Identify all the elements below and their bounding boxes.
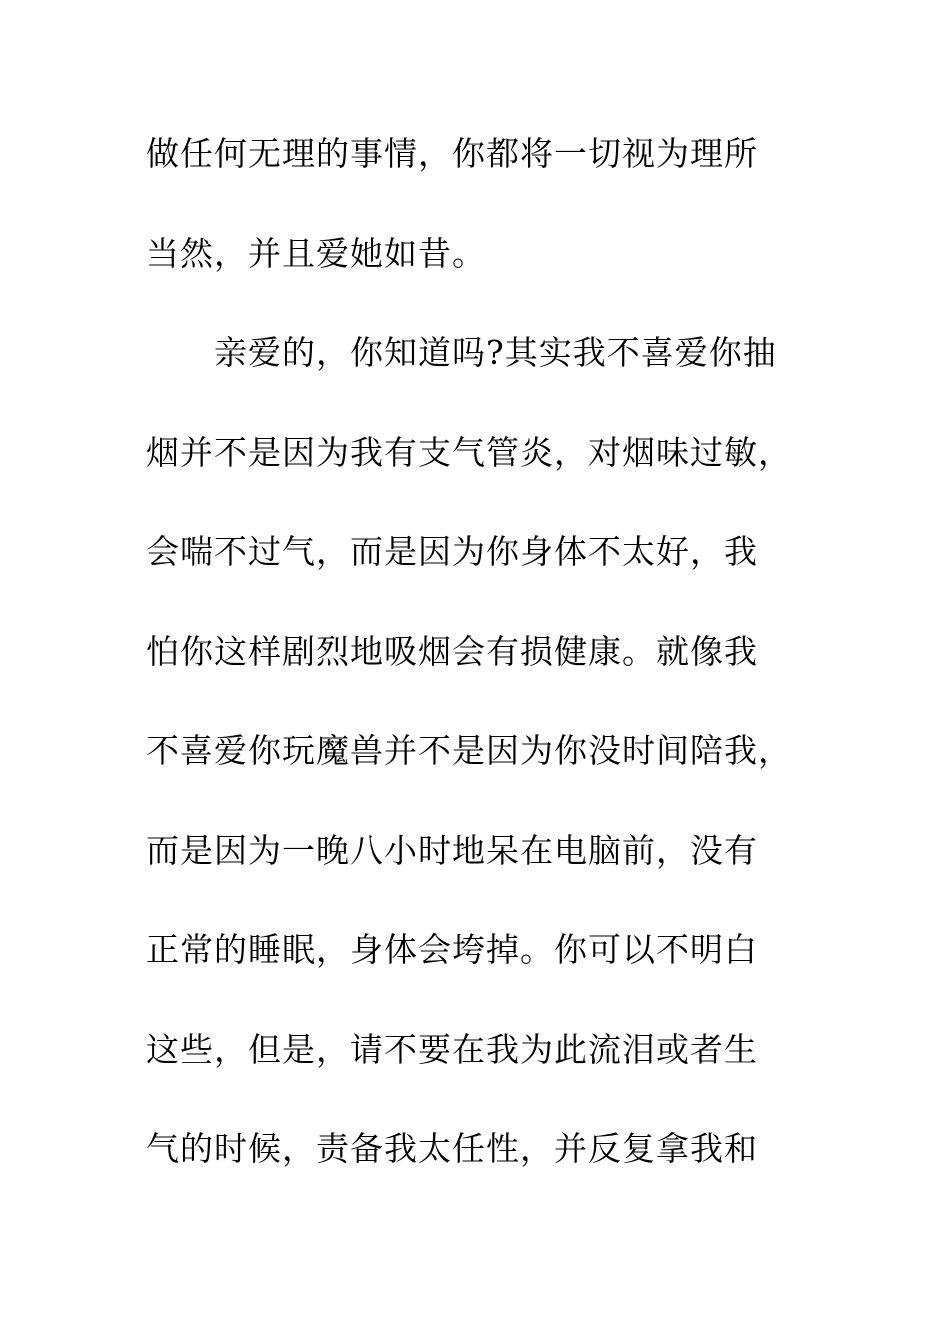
text-line: 怕你这样剧烈地吸烟会有损健康。就像我 bbox=[146, 631, 758, 671]
text-line: 做任何无理的事情，你都将一切视为理所 bbox=[146, 134, 758, 173]
text-line: 烟并不是因为我有支气管炎，对烟味过敏， bbox=[146, 432, 792, 472]
text-line: 正常的睡眠，身体会垮掉。你可以不明白 bbox=[146, 930, 758, 969]
text-line: 气的时候，责备我太任性，并反复拿我和 bbox=[146, 1129, 758, 1168]
text-line: 不喜爱你玩魔兽并不是因为你没时间陪我， bbox=[146, 731, 792, 770]
text-line: 而是因为一晚八小时地呆在电脑前，没有 bbox=[146, 830, 758, 870]
paragraph-start-line: 亲爱的，你知道吗?其实我不喜爱你抽 bbox=[214, 333, 777, 372]
text-line: 这些，但是，请不要在我为此流泪或者生 bbox=[146, 1029, 758, 1069]
text-line: 会喘不过气，而是因为你身体不太好，我 bbox=[146, 532, 758, 571]
body-text bbox=[146, 124, 826, 1219]
text-line: 当然，并且爱她如昔。 bbox=[146, 233, 486, 273]
